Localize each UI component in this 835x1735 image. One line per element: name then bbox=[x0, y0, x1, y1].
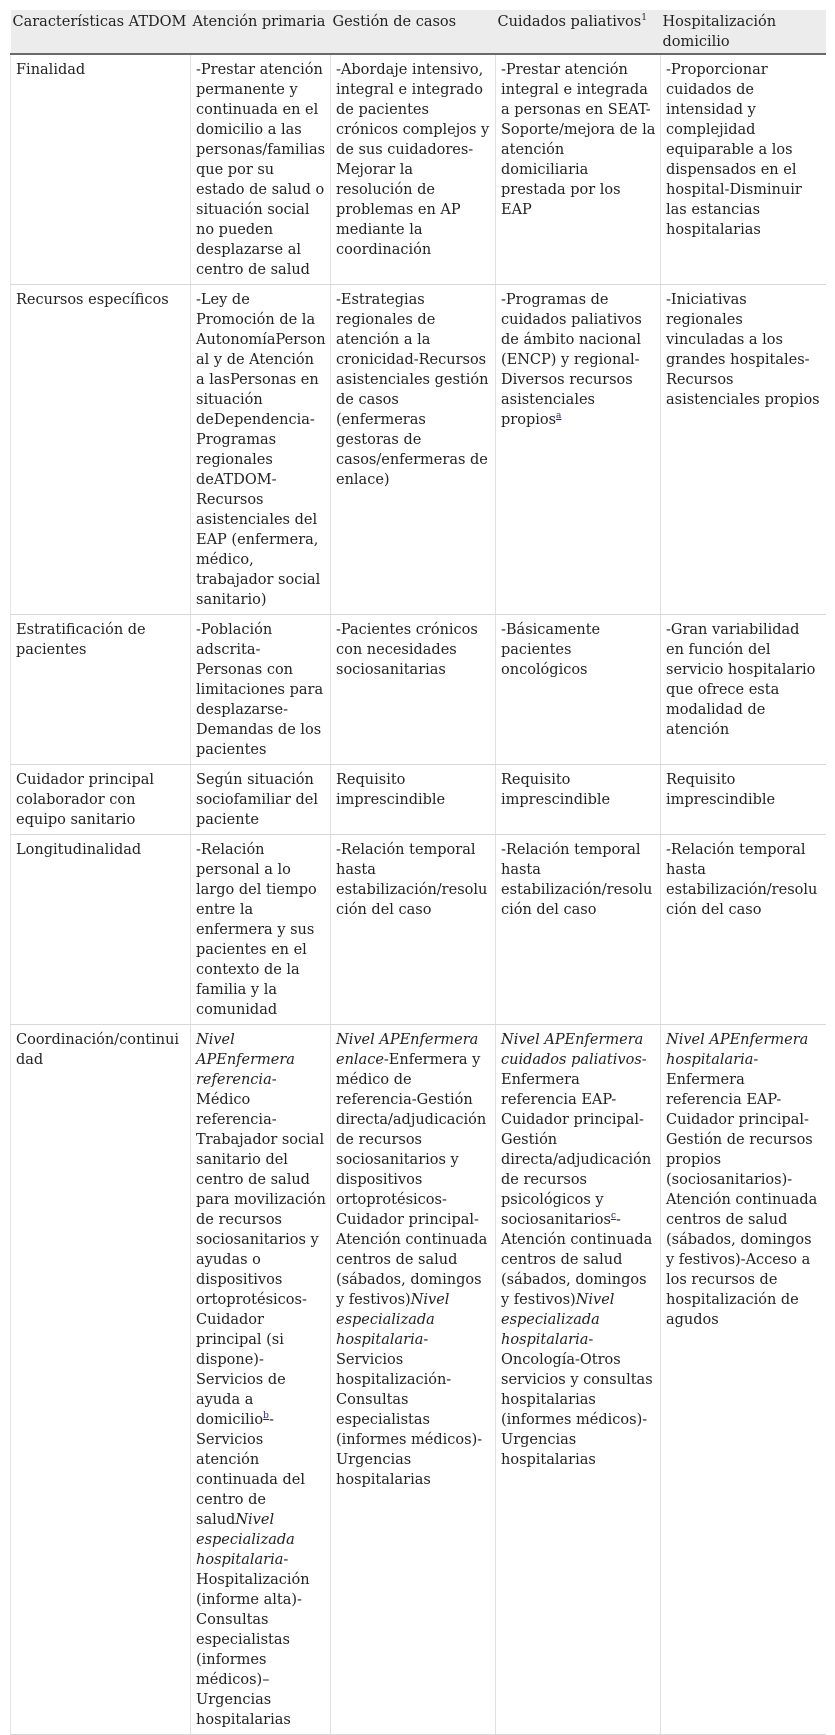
footnote-link[interactable]: b bbox=[263, 1411, 269, 1422]
cell-text: -Relación temporal hasta estabilización/resolución del caso bbox=[336, 842, 488, 918]
table-cell bbox=[661, 285, 826, 615]
table-cell bbox=[191, 285, 331, 615]
level-label: Nivel especializada hospitalaria bbox=[196, 1512, 295, 1568]
table-cell bbox=[496, 615, 661, 765]
table-cell bbox=[661, 615, 826, 765]
cell-text: -Estrategias regionales de atención a la cronicidad-Recursos asistenciales gestión de casos (enfermeras gestoras de casos/enfermeras de enlace) bbox=[336, 292, 489, 488]
row-label: Recursos específicos bbox=[11, 285, 191, 615]
table-header bbox=[11, 10, 826, 54]
table-row bbox=[11, 765, 826, 835]
cell-text: -Población adscrita-Personas con limitaciones para desplazarse-Demandas de los pacientes bbox=[196, 622, 324, 758]
level-label: Nivel APEnfermera referencia bbox=[196, 1032, 295, 1088]
cell-text: -Básicamente pacientes oncológicos bbox=[501, 622, 601, 678]
cell-text: -Ley de Promoción de la AutonomíaPersonal y de Atención a lasPersonas en situación deDependencia-Programas regionales deATDOM-Recursos asistenciales del EAP (enfermera, médico, trabajador social sanitario) bbox=[196, 292, 326, 608]
table-cell bbox=[496, 765, 661, 835]
cell-text: Requisito imprescindible bbox=[501, 772, 611, 808]
table-cell bbox=[496, 285, 661, 615]
cell-text: -Gran variabilidad en función del servicio hospitalario que ofrece esta modalidad de atención bbox=[666, 622, 816, 738]
table-row bbox=[11, 54, 826, 285]
level-label: Nivel APEnfermera hospitalaria bbox=[666, 1032, 809, 1068]
header-atencion-primaria: Atención primaria bbox=[191, 10, 331, 54]
row-label: Finalidad bbox=[11, 54, 191, 285]
header-gestion-casos: Gestión de casos bbox=[331, 10, 496, 54]
cell-text: Según situación sociofamiliar del paciente bbox=[196, 772, 319, 828]
cell-text: -Atención continuada centros de salud (sábados, domingos y festivos) bbox=[501, 1212, 653, 1308]
row-label: Coordinación/continuidad bbox=[11, 1025, 191, 1735]
table-cell bbox=[191, 835, 331, 1025]
table-cell bbox=[331, 54, 496, 285]
row-label: Cuidador principal colaborador con equipo sanitario bbox=[11, 765, 191, 835]
table-cell bbox=[496, 54, 661, 285]
cell-text: -Hospitalización (informe alta)-Consultas especialistas (informes médicos)–Urgencias hospitalarias bbox=[196, 1552, 310, 1728]
footnote-link[interactable]: c bbox=[610, 1211, 616, 1222]
cell-text: -Prestar atención permanente y continuada en el domicilio a las personas/familias que por su estado de salud o situación social no pueden desplazarse al centro de salud bbox=[196, 62, 326, 278]
table-body bbox=[11, 54, 826, 1735]
cell-text: -Pacientes crónicos con necesidades sociosanitarias bbox=[336, 622, 478, 678]
cell-text: Requisito imprescindible bbox=[666, 772, 776, 808]
cell-text: -Programas de cuidados paliativos de ámbito nacional (ENCP) y regional-Diversos recursos asistenciales propios bbox=[501, 292, 642, 428]
table-cell bbox=[331, 285, 496, 615]
row-label: Longitudinalidad bbox=[11, 835, 191, 1025]
header-cuidados-paliativos: Cuidados paliativos$^1$ bbox=[496, 10, 661, 54]
table-cell bbox=[331, 1025, 496, 1735]
table-cell bbox=[191, 765, 331, 835]
cell-text: -Abordaje intensivo, integral e integrado de pacientes crónicos complejos y de sus cuidadores-Mejorar la resolución de problemas en AP mediante la coordinación bbox=[336, 62, 490, 258]
cell-text: -Prestar atención integral e integrada a personas en SEAT-Soporte/mejora de la atención domiciliaria prestada por los EAP bbox=[501, 62, 656, 218]
table-cell bbox=[496, 1025, 661, 1735]
table-cell bbox=[191, 615, 331, 765]
level-label: Nivel especializada hospitalaria bbox=[336, 1292, 450, 1348]
table-row bbox=[11, 835, 826, 1025]
cell-text: -Enfermera y médico de referencia-Gestión directa/adjudicación de recursos sociosanitarios y dispositivos ortoprotésicos-Cuidador principal-Atención continuada centros de salud (sábados, domingos y festivos) bbox=[336, 1052, 488, 1308]
table-cell bbox=[191, 1025, 331, 1735]
cell-text: -Enfermera referencia EAP-Cuidador principal-Gestión directa/adjudicación de recursos psicológicos y sociosanitarios bbox=[501, 1052, 652, 1228]
table-row bbox=[11, 285, 826, 615]
level-label: Nivel APEnfermera cuidados paliativos bbox=[501, 1032, 644, 1068]
table-row bbox=[11, 1025, 826, 1735]
table-cell bbox=[331, 765, 496, 835]
table-cell bbox=[661, 765, 826, 835]
table-cell bbox=[661, 54, 826, 285]
table-cell bbox=[331, 835, 496, 1025]
table-cell bbox=[661, 1025, 826, 1735]
cell-text: -Iniciativas regionales vinculadas a los grandes hospitales-Recursos asistenciales propios bbox=[666, 292, 820, 408]
cell-text: Requisito imprescindible bbox=[336, 772, 446, 808]
header-superscript: 1 bbox=[641, 13, 647, 24]
table-cell bbox=[331, 615, 496, 765]
cell-text: -Proporcionar cuidados de intensidad y complejidad equiparable a los dispensados en el hospital-Disminuir las estancias hospitalarias bbox=[666, 62, 802, 238]
level-label: Nivel APEnfermera enlace bbox=[336, 1032, 479, 1068]
cell-text: -Médico referencia-Trabajador social sanitario del centro de salud para movilización de recursos sociosanitarios y ayudas o dispositivos ortoprotésicos-Cuidador principal (si dispone)-Servicios de ayuda a domicilio bbox=[196, 1072, 326, 1428]
header-row bbox=[11, 10, 826, 54]
header-caracteristicas: Características ATDOM bbox=[11, 10, 191, 54]
cell-text: -Enfermera referencia EAP-Cuidador principal-Gestión de recursos propios (sociosanitarios)-Atención continuada centros de salud (sábados, domingos y festivos)-Acceso a los recursos de hospitalización de agudos bbox=[666, 1052, 818, 1328]
level-label: Nivel especializada hospitalaria bbox=[501, 1292, 615, 1348]
table-cell bbox=[496, 835, 661, 1025]
cell-text: -Relación temporal hasta estabilización/resolución del caso bbox=[501, 842, 653, 918]
cell-text: -Servicios hospitalización-Consultas especialistas (informes médicos)-Urgencias hospitalarias bbox=[336, 1332, 483, 1488]
cell-text: -Relación temporal hasta estabilización/resolución del caso bbox=[666, 842, 818, 918]
table-cell bbox=[191, 54, 331, 285]
cell-text: -Relación personal a lo largo del tiempo entre la enfermera y sus pacientes en el contexto de la familia y la comunidad bbox=[196, 842, 317, 1018]
header-hospitalizacion-domicilio: Hospitalización domicilio bbox=[661, 10, 826, 54]
footnote-marker bbox=[556, 411, 561, 421]
atdom-comparison-table bbox=[10, 10, 826, 1735]
table-cell bbox=[661, 835, 826, 1025]
cell-text: -Servicios atención continuada del centro de salud bbox=[196, 1412, 306, 1528]
table-row bbox=[11, 615, 826, 765]
footnote-link[interactable]: a bbox=[556, 411, 562, 422]
cell-text: -Oncología-Otros servicios y consultas hospitalarias (informes médicos)-Urgencias hospitalarias bbox=[501, 1332, 653, 1468]
table-container bbox=[10, 10, 825, 1735]
row-label: Estratificación de pacientes bbox=[11, 615, 191, 765]
